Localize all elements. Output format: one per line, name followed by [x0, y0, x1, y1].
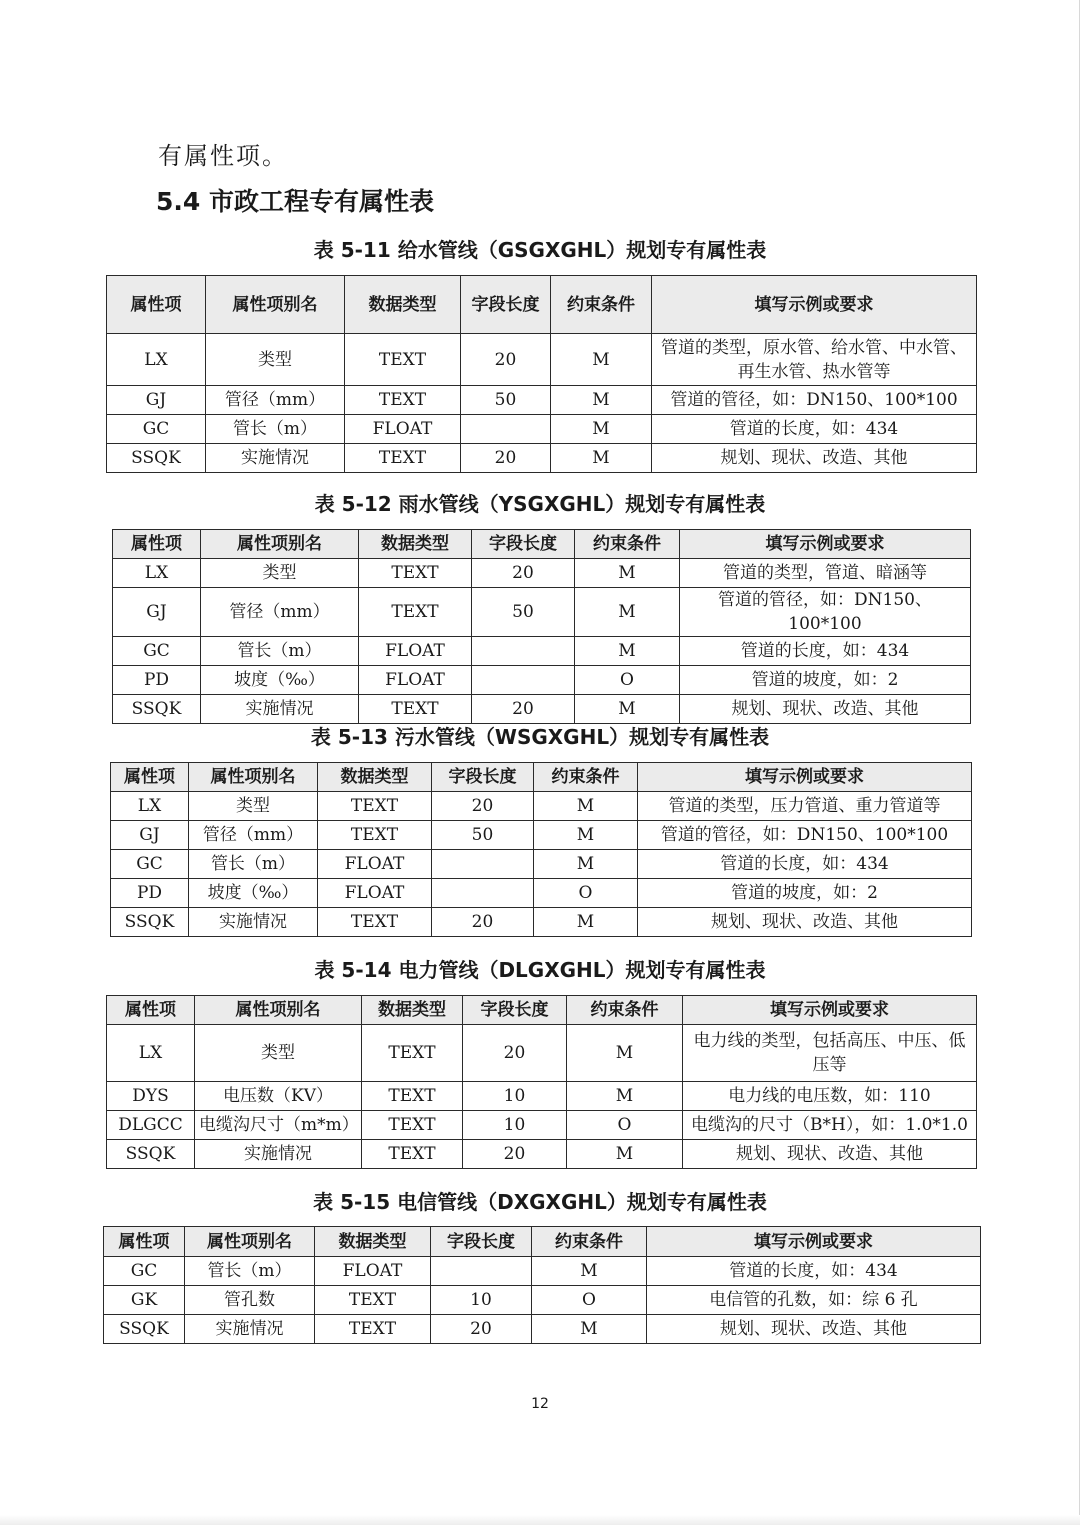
- table-cell: GC: [107, 415, 206, 444]
- table-cell: 管长（m）: [189, 850, 318, 879]
- table-cell: M: [532, 1257, 647, 1286]
- table-cell: 50: [432, 821, 534, 850]
- table-cell: M: [575, 588, 680, 637]
- table-cell: 管长（m）: [206, 415, 345, 444]
- table-row: [111, 879, 972, 908]
- table-cell: 管道的长度，如：434: [647, 1257, 981, 1286]
- header-cell: 属性项: [107, 996, 195, 1025]
- table-row: [104, 1286, 981, 1315]
- table-cell: 电力线的类型，包括高压、中压、低压等: [683, 1025, 977, 1082]
- table-row: [107, 1111, 977, 1140]
- table-row: [113, 588, 971, 637]
- table-row: [113, 695, 971, 724]
- header-cell: 字段长度: [463, 996, 567, 1025]
- table-cell: GK: [104, 1286, 185, 1315]
- table-cell: M: [534, 821, 638, 850]
- table-row: [107, 1140, 977, 1169]
- table-cell: M: [567, 1025, 683, 1082]
- table-row: [111, 850, 972, 879]
- table-cell: 实施情况: [201, 695, 359, 724]
- header-cell: 填写示例或要求: [652, 276, 977, 334]
- section-heading: 5.4 市政工程专有属性表: [156, 187, 434, 216]
- table-cell: 管长（m）: [201, 637, 359, 666]
- table-cell: 实施情况: [189, 908, 318, 937]
- table-cell: SSQK: [107, 444, 206, 473]
- table-cell: M: [551, 334, 652, 386]
- table-row: [113, 559, 971, 588]
- header-cell: 数据类型: [359, 530, 472, 559]
- attribute-table: [110, 762, 972, 937]
- page-bottom-shadow: [0, 1515, 1080, 1525]
- header-cell: 属性项别名: [189, 763, 318, 792]
- table-cell: 20: [432, 908, 534, 937]
- table-cell: 管径（mm）: [206, 386, 345, 415]
- attribute-table: [112, 529, 971, 724]
- table-cell: TEXT: [362, 1140, 463, 1169]
- table-caption: 表 5-15 电信管线（DXGXGHL）规划专有属性表: [313, 1190, 767, 1214]
- table-cell: M: [534, 792, 638, 821]
- table-cell: FLOAT: [359, 666, 472, 695]
- table-cell: SSQK: [104, 1315, 185, 1344]
- table-cell: 管道的管径，如：DN150、100*100: [638, 821, 972, 850]
- table-cell: 类型: [195, 1025, 362, 1082]
- table-cell: TEXT: [345, 386, 461, 415]
- header-cell: 填写示例或要求: [680, 530, 971, 559]
- table-cell: FLOAT: [318, 850, 432, 879]
- table-cell: GJ: [111, 821, 189, 850]
- table-cell: FLOAT: [315, 1257, 431, 1286]
- header-cell: 约束条件: [534, 763, 638, 792]
- header-cell: 填写示例或要求: [638, 763, 972, 792]
- table-cell: GC: [111, 850, 189, 879]
- table-cell: PD: [111, 879, 189, 908]
- table-cell: 管道的长度，如：434: [680, 637, 971, 666]
- table-cell: TEXT: [362, 1082, 463, 1111]
- table-cell: 20: [461, 334, 551, 386]
- header-cell: 字段长度: [461, 276, 551, 334]
- table-cell: FLOAT: [318, 879, 432, 908]
- table-cell: 规划、现状、改造、其他: [652, 444, 977, 473]
- table-cell: 20: [463, 1025, 567, 1082]
- table-caption: 表 5-12 雨水管线（YSGXGHL）规划专有属性表: [314, 492, 766, 516]
- table-cell: 管孔数: [185, 1286, 315, 1315]
- header-cell: 属性项: [113, 530, 201, 559]
- table-cell: 管道的管径，如：DN150、100*100: [680, 588, 971, 637]
- table-cell: 实施情况: [185, 1315, 315, 1344]
- table-cell: SSQK: [111, 908, 189, 937]
- table-cell: [461, 415, 551, 444]
- table-cell: O: [567, 1111, 683, 1140]
- table-cell: [431, 1257, 532, 1286]
- header-cell: 填写示例或要求: [647, 1227, 981, 1257]
- table-caption: 表 5-13 污水管线（WSGXGHL）规划专有属性表: [310, 725, 770, 749]
- table-cell: M: [534, 908, 638, 937]
- table-cell: 50: [461, 386, 551, 415]
- table-cell: 管道的坡度，如：2: [680, 666, 971, 695]
- table-cell: 电信管的孔数，如：综 6 孔: [647, 1286, 981, 1315]
- table-cell: 管径（mm）: [201, 588, 359, 637]
- header-cell: 约束条件: [575, 530, 680, 559]
- header-cell: 属性项: [104, 1227, 185, 1257]
- table-cell: 实施情况: [195, 1140, 362, 1169]
- table-cell: TEXT: [318, 821, 432, 850]
- table-cell: GC: [104, 1257, 185, 1286]
- table-row: [111, 908, 972, 937]
- header-cell: 属性项别名: [206, 276, 345, 334]
- table-row: [113, 666, 971, 695]
- table-cell: 类型: [189, 792, 318, 821]
- table-cell: SSQK: [113, 695, 201, 724]
- header-cell: 约束条件: [532, 1227, 647, 1257]
- table-cell: 规划、现状、改造、其他: [638, 908, 972, 937]
- table-row: [111, 792, 972, 821]
- table-cell: 10: [463, 1082, 567, 1111]
- table-cell: DLGCC: [107, 1111, 195, 1140]
- table-row: [107, 444, 977, 473]
- header-cell: 字段长度: [432, 763, 534, 792]
- table-cell: M: [567, 1140, 683, 1169]
- header-cell: 属性项: [111, 763, 189, 792]
- header-cell: 数据类型: [318, 763, 432, 792]
- header-cell: 字段长度: [472, 530, 575, 559]
- table-cell: 20: [461, 444, 551, 473]
- table-cell: GJ: [107, 386, 206, 415]
- table-cell: 电力线的电压数，如：110: [683, 1082, 977, 1111]
- table-cell: [432, 879, 534, 908]
- table-cell: 电缆沟的尺寸（B*H），如：1.0*1.0: [683, 1111, 977, 1140]
- table-cell: M: [551, 444, 652, 473]
- table-cell: 坡度（‰）: [189, 879, 318, 908]
- table-cell: 管径（mm）: [189, 821, 318, 850]
- table-cell: M: [551, 415, 652, 444]
- table-cell: 50: [472, 588, 575, 637]
- table-cell: 规划、现状、改造、其他: [647, 1315, 981, 1344]
- table-cell: [472, 637, 575, 666]
- table-cell: M: [575, 695, 680, 724]
- table-caption: 表 5-11 给水管线（GSGXGHL）规划专有属性表: [313, 238, 767, 262]
- table-cell: 10: [431, 1286, 532, 1315]
- attribute-table: [103, 1226, 981, 1344]
- table-row: [107, 415, 977, 444]
- table-row: [107, 334, 977, 386]
- table-cell: TEXT: [318, 908, 432, 937]
- table-row: [113, 637, 971, 666]
- table-cell: 实施情况: [206, 444, 345, 473]
- table-row: [104, 1315, 981, 1344]
- table-cell: TEXT: [318, 792, 432, 821]
- table-cell: FLOAT: [359, 637, 472, 666]
- header-cell: 填写示例或要求: [683, 996, 977, 1025]
- table-cell: 20: [472, 695, 575, 724]
- table-cell: O: [575, 666, 680, 695]
- page-number: 12: [531, 1396, 549, 1412]
- table-row: [107, 386, 977, 415]
- header-cell: 数据类型: [315, 1227, 431, 1257]
- table-cell: LX: [113, 559, 201, 588]
- table-cell: 电缆沟尺寸（m*m）: [195, 1111, 362, 1140]
- table-caption: 表 5-14 电力管线（DLGXGHL）规划专有属性表: [314, 958, 766, 982]
- table-row: [107, 1082, 977, 1111]
- table-cell: 管道的长度，如：434: [638, 850, 972, 879]
- table-cell: 规划、现状、改造、其他: [683, 1140, 977, 1169]
- table-cell: 规划、现状、改造、其他: [680, 695, 971, 724]
- table-cell: M: [532, 1315, 647, 1344]
- table-cell: 20: [432, 792, 534, 821]
- table-cell: 类型: [201, 559, 359, 588]
- table-cell: 管道的类型，管道、暗涵等: [680, 559, 971, 588]
- table-cell: 管道的类型，压力管道、重力管道等: [638, 792, 972, 821]
- table-cell: 20: [472, 559, 575, 588]
- table-cell: TEXT: [359, 588, 472, 637]
- table-cell: 20: [431, 1315, 532, 1344]
- table-cell: TEXT: [362, 1025, 463, 1082]
- table-cell: 管道的管径，如：DN150、100*100: [652, 386, 977, 415]
- table-cell: TEXT: [359, 559, 472, 588]
- table-cell: SSQK: [107, 1140, 195, 1169]
- table-cell: 类型: [206, 334, 345, 386]
- table-row: [104, 1257, 981, 1286]
- table-cell: O: [534, 879, 638, 908]
- table-cell: GJ: [113, 588, 201, 637]
- header-cell: 属性项别名: [185, 1227, 315, 1257]
- header-cell: 数据类型: [362, 996, 463, 1025]
- header-cell: 约束条件: [551, 276, 652, 334]
- table-cell: [432, 850, 534, 879]
- table-cell: TEXT: [315, 1315, 431, 1344]
- table-cell: 坡度（‰）: [201, 666, 359, 695]
- lead-text: 有属性项。: [158, 142, 288, 170]
- table-cell: M: [575, 637, 680, 666]
- header-cell: 约束条件: [567, 996, 683, 1025]
- table-row: [107, 1025, 977, 1082]
- table-cell: LX: [107, 334, 206, 386]
- header-cell: 属性项别名: [195, 996, 362, 1025]
- table-cell: TEXT: [345, 444, 461, 473]
- table-cell: 管道的坡度，如：2: [638, 879, 972, 908]
- table-cell: LX: [107, 1025, 195, 1082]
- table-cell: LX: [111, 792, 189, 821]
- table-cell: DYS: [107, 1082, 195, 1111]
- table-cell: M: [567, 1082, 683, 1111]
- table-cell: 管长（m）: [185, 1257, 315, 1286]
- header-cell: 属性项别名: [201, 530, 359, 559]
- table-cell: 管道的长度，如：434: [652, 415, 977, 444]
- table-cell: 电压数（KV）: [195, 1082, 362, 1111]
- header-cell: 字段长度: [431, 1227, 532, 1257]
- table-cell: 20: [463, 1140, 567, 1169]
- table-cell: 管道的类型，原水管、给水管、中水管、再生水管、热水管等: [652, 334, 977, 386]
- table-cell: M: [551, 386, 652, 415]
- table-cell: GC: [113, 637, 201, 666]
- table-cell: TEXT: [359, 695, 472, 724]
- table-cell: [472, 666, 575, 695]
- table-cell: TEXT: [362, 1111, 463, 1140]
- table-cell: 10: [463, 1111, 567, 1140]
- table-cell: O: [532, 1286, 647, 1315]
- header-cell: 属性项: [107, 276, 206, 334]
- table-cell: M: [575, 559, 680, 588]
- attribute-table: [106, 995, 977, 1169]
- table-cell: PD: [113, 666, 201, 695]
- table-cell: TEXT: [345, 334, 461, 386]
- table-cell: FLOAT: [345, 415, 461, 444]
- attribute-table: [106, 275, 977, 473]
- header-cell: 数据类型: [345, 276, 461, 334]
- table-cell: TEXT: [315, 1286, 431, 1315]
- table-cell: M: [534, 850, 638, 879]
- table-row: [111, 821, 972, 850]
